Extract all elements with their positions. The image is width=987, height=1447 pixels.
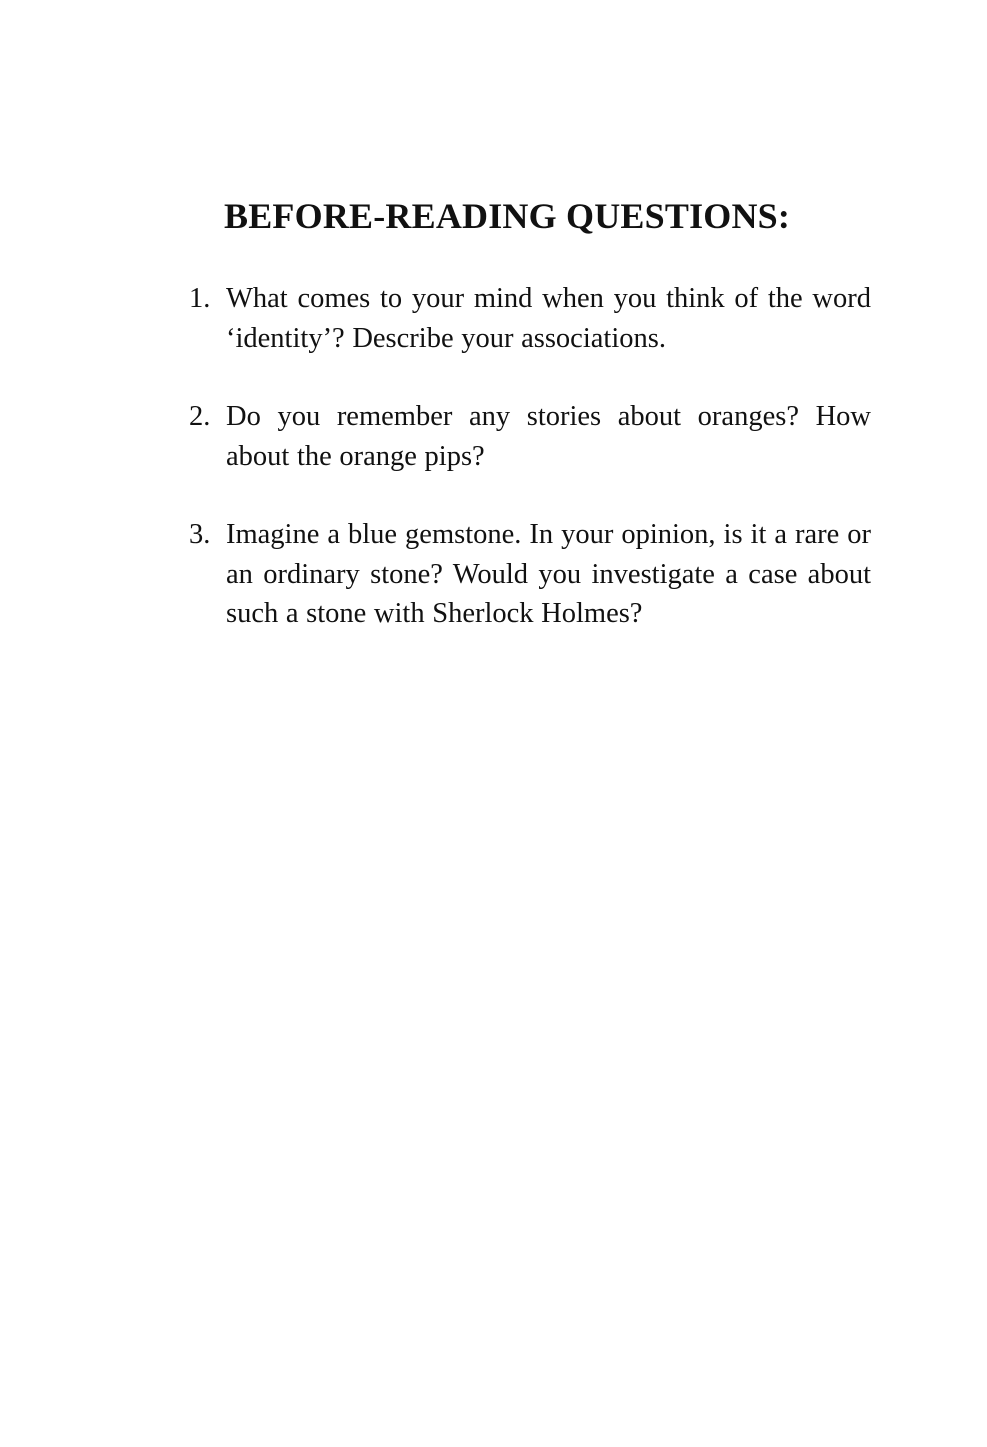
question-item-3	[189, 515, 871, 634]
question-text: What comes to your mind when you think of the word ‘identity’? Describe your associations.	[226, 283, 871, 354]
question-number: 3.	[189, 519, 211, 550]
question-number: 2.	[189, 401, 211, 432]
question-text: Do you remember any stories about oranges? How about the orange pips?	[226, 401, 871, 472]
page-heading: BEFORE-READING QUESTIONS:	[224, 196, 791, 236]
question-item-2	[189, 397, 871, 476]
question-number: 1.	[189, 283, 211, 314]
question-item-1	[189, 279, 871, 358]
question-list	[189, 279, 871, 673]
question-text: Imagine a blue gemstone. In your opinion, is it a rare or an ordinary stone? Would you investigate a case about such a stone with Sherlock Holmes?	[226, 519, 871, 629]
